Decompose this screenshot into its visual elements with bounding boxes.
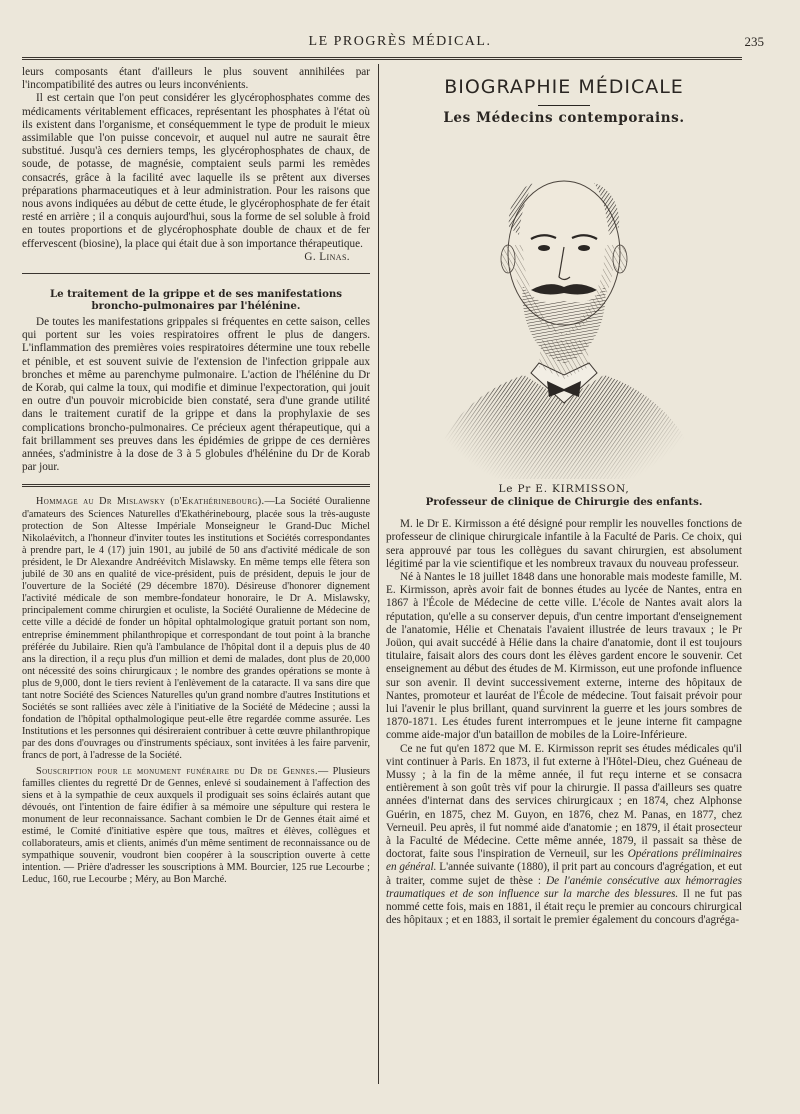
- header-rule: [22, 57, 742, 60]
- section-subtitle: Les Médecins contemporains.: [443, 110, 685, 126]
- article-title: Le traitement de la grippe et de ses manifestations broncho-pulmonaires par l'hélénine.: [49, 288, 343, 313]
- section-title: BIOGRAPHIE MÉDICALE: [444, 76, 684, 98]
- column-divider: [378, 64, 379, 1084]
- portrait-caption-name: Le Pr E. KIRMISSON,: [498, 483, 630, 496]
- notice-body: — Plusieurs familles clientes du regretté Dr de Gennes, enlevé si soudainement à l'affection des siens et à la sympathie de ceux auxquels il prodiguait ses soins éclairés autant que dévoués, ont l'intention de faire édifier à sa mémoire une sépulture qui restera le monument de leur reconnaissance. Sachant combien le Dr de Gennes était aimé et estimé, le Comité d'initiative espère que tous, maîtres et élèves, collègues et collaborateurs, amis et clients, animés d'un même sentiment de reconnaissance ou de sympathique souvenir, voudront bien coopérer à la souscription ouverte à cette intention. — Prière d'adresser les souscriptions à MM. Bourcier, 125 rue Lecourbe ; Leduc, 160, rue Lecourbe ; Méry, au Bon Marché.: [22, 765, 371, 886]
- running-head: [0, 30, 800, 52]
- portrait-engraving: [419, 135, 709, 479]
- section-divider: [22, 484, 370, 487]
- notice-lead: Souscription pour le monument funéraire du Dr de Gennes.: [36, 765, 318, 777]
- intro-paragraph: leurs composants étant d'ailleurs le plus souvent annihilées par l'incompatibilité des autres ou leurs inconvénients.: [22, 66, 370, 92]
- bio-paragraph: M. le Dr E. Kirmisson a été désigné pour remplir les nouvelles fonctions de professeur de clinique chirurgicale infantile à la Faculté de Paris. Ce choix, qui sera approuvé par tous les collègues du savant chirurgien, est absolument légitimé par la vie scientifique et les nombreux travaux du nouveau professeur.: [386, 518, 742, 570]
- thesis-title: Opérations préliminaires en général.: [386, 848, 742, 874]
- section-divider: [22, 273, 370, 274]
- journal-title: LE PROGRÈS MÉDICAL.: [308, 34, 492, 49]
- intro-paragraph: Il est certain que l'on peut considérer les glycérophosphates comme des médicaments véritablement efficaces, représentant les phosphates à l'état où ils existent dans l'organisme, et conséquemment le type de produit le mieux assimilable que l'on puisse concevoir, et auquel nul autre ne saurait être substitué. Jusqu'à ces derniers temps, les glycérophosphates de chaux, de soude, de potasse, de magnésie, comptaient seuls parmi les remèdes consacrés, grâce à la facilité avec laquelle ils se prêtent aux diverses préparations pharmaceutiques et à leur administration. Pour les raisons que nous avons indiquées au début de cette étude, le glycérophosphate de fer était resté en arrière ; il a conquis aujourd'hui, sous la forme de sel soluble à froid en toutes proportions et de glycérophosphate double de chaux et de fer effervescent (biosine), la place qui était due à son importance thérapeutique.: [22, 92, 370, 250]
- notice-de-gennes: [22, 766, 370, 887]
- bio-paragraph: Né à Nantes le 18 juillet 1848 dans une honorable mais modeste famille, M. E. Kirmisson, après avoir fait de bonnes études au lycée de Nantes, entra en 1867 à l'École de Médecine de cette ville. L'école de Nantes avait alors la réputation, qu'elle a su conserver depuis, d'un centre important d'enseignement de l'anatomie, Hélie et Chenatais l'avaient illustrée de leurs travaux ; le Pr Joüon, qui avait succédé à Hélie dans la chaire d'anatomie, dont il est toujours titulaire, faisait alors des cours dont les élèves gardent encore le souvenir. Cet enseignement au début des études de M. Kirmisson, eut une profonde influence sur son avenir. Il devint successivement externe, interne des hôpitaux de Nantes, promoteur et lauréat de l'École de médecine. Tout faisait prévoir pour lui l'avenir le plus brillant, quand survinrent la guerre et les jours sombres de 1870-1871. Les études furent interrompues et le jeune interne fit campagne comme aide-major d'un bataillon de mobiles de la Loire-Inférieure.: [386, 571, 742, 742]
- bio-paragraph: [386, 743, 742, 928]
- notice-mislawsky: [22, 496, 370, 762]
- article-body: De toutes les manifestations grippales si fréquentes en cette saison, celles qui portent sur les voies respiratoires offrent le plus de dangers. L'inflammation des premières voies respiratoires détermine une toux rebelle et pénible, et est souvent suivie de l'extension de l'infection grippale aux bronches et même au parenchyme pulmonaire. L'action de l'hélénine du Dr de Korab, qui calme la toux, qui modifie et diminue l'expectoration, qui jouit en outre d'un pouvoir microbicide bien constaté, sera d'une grande utilité dans le traitement curatif de la grippe et dans la prophylaxie de ses complications broncho-pulmonaires. Ce précieux agent thérapeutique, qui a fait brillamment ses preuves dans les épidémies de grippe de ces dernières années, s'administre à la dose de 3 à 5 globules d'hélénine du Dr de Korab par jour.: [22, 316, 370, 474]
- notice-body: —La Société Ouralienne d'amateurs des Sciences Naturelles d'Ekathérinebourg, placée sous la très-auguste protection de Son Altesse Impériale Monseigneur le Grand-Duc Michel Nikolaévitch, a l'honneur d'inviter toutes les institutions et Sociétés correspondantes à prendre part, le 4 (17) juin 1901, au jubilé de 50 ans d'activité médicale de son président, le Dr Alexandre Andréévitch Mislawsky. En même temps elle fêtera son jubilé de 30 ans en qualité de vice-président, puis de président, depuis le jour de l'ouverture de la Société (29 décembre 1870). Désireuse d'honorer dignement l'activité médicale de son membre-fondateur honoraire, le Dr A. Mislawsky, principalement comme chirurgien et oculiste, la Société Ouralienne de Médecine de cette ville a décidé de fonder un hôpital ophtalmologique gratuit portant son nom, entreprise éminemment philanthropique et correspondant de tout point à la branche préférée du Jubilaire. Rien qu'à l'ambulance de l'hôpital dont il a depuis plus de 40 ans la direction, il a reçu plus d'un million et demi de malades, dont plus de 20,000 ont nécessité des soins chirurgicaux ; le nombre des grandes opérations se monte à plus de 9,000, dont le tiers revient à l'enlèvement de la cataracte. Il va sans dire que tant notre Société des Sciences Naturelles qu'un grand nombre d'autres Institutions et Sociétés se sont ralliées avec zèle à l'initiative de la Société de Médecine ; aussi la fondation de l'hôpital opthalmologique peut-elle être regardée comme assurée. Les Institutions et les personnes qui désireraient contribuer à cette œuvre philanthropique par des dons d'ouvrages ou d'instruments spéciaux, sont invitées à les faire parvenir, francs de port, à l'adresse de la Société.: [22, 496, 370, 762]
- bio-text: Il ne fut pas nommé cette fois, mais en 1881, il était reçu le premier au concours chirurgical des hôpitaux ; et en 1883, il sortait le premier également du concours d'agréga-: [386, 887, 742, 927]
- agregation-thesis-title: De l'anémie consécutive aux hémorragies traumatiques et de son influence sur la marche des blessures.: [386, 874, 742, 900]
- title-dash: [538, 105, 590, 106]
- notice-lead: Hommage au Dr Mislawsky (d'Ekathérinebourg).: [36, 496, 265, 508]
- bio-text: L'année suivante (1880), il prit part au concours d'agrégation, et eut à traiter, comme sujet de thèse :: [386, 861, 743, 887]
- page-number: 235: [744, 34, 764, 49]
- right-column: [386, 66, 742, 928]
- portrait-caption-role: Professeur de clinique de Chirurgie des enfants.: [425, 496, 703, 509]
- bio-text: Ce ne fut qu'en 1872 que M. E. Kirmisson reprit ses études médicales qu'il vint continuer à Paris. En 1873, il fut externe à l'Hôtel-Dieu, chez Guéneau de Mussy ; à la fin de la même année, il fut reçu interne et se consacra entièrement à son goût très vif pour la chirurgie. Il passa d'ailleurs ses quatre années d'internat dans des services chirurgicaux ; en 1874, chez Alphonse Guérin, en 1875, chez M. Guyon, en 1876, chez M. Panas, en 1877, chez Verneuil. Peu après, il fut nommé aide d'anatomie ; en 1879, il était prosecteur à la Faculté de Médecine. Cette même année, 1879, il passait sa thèse de doctorat, faite sous l'inspiration de Verneuil, sur les: [386, 742, 742, 861]
- article-signature: G. Linas.: [304, 250, 350, 263]
- left-column: [22, 66, 370, 886]
